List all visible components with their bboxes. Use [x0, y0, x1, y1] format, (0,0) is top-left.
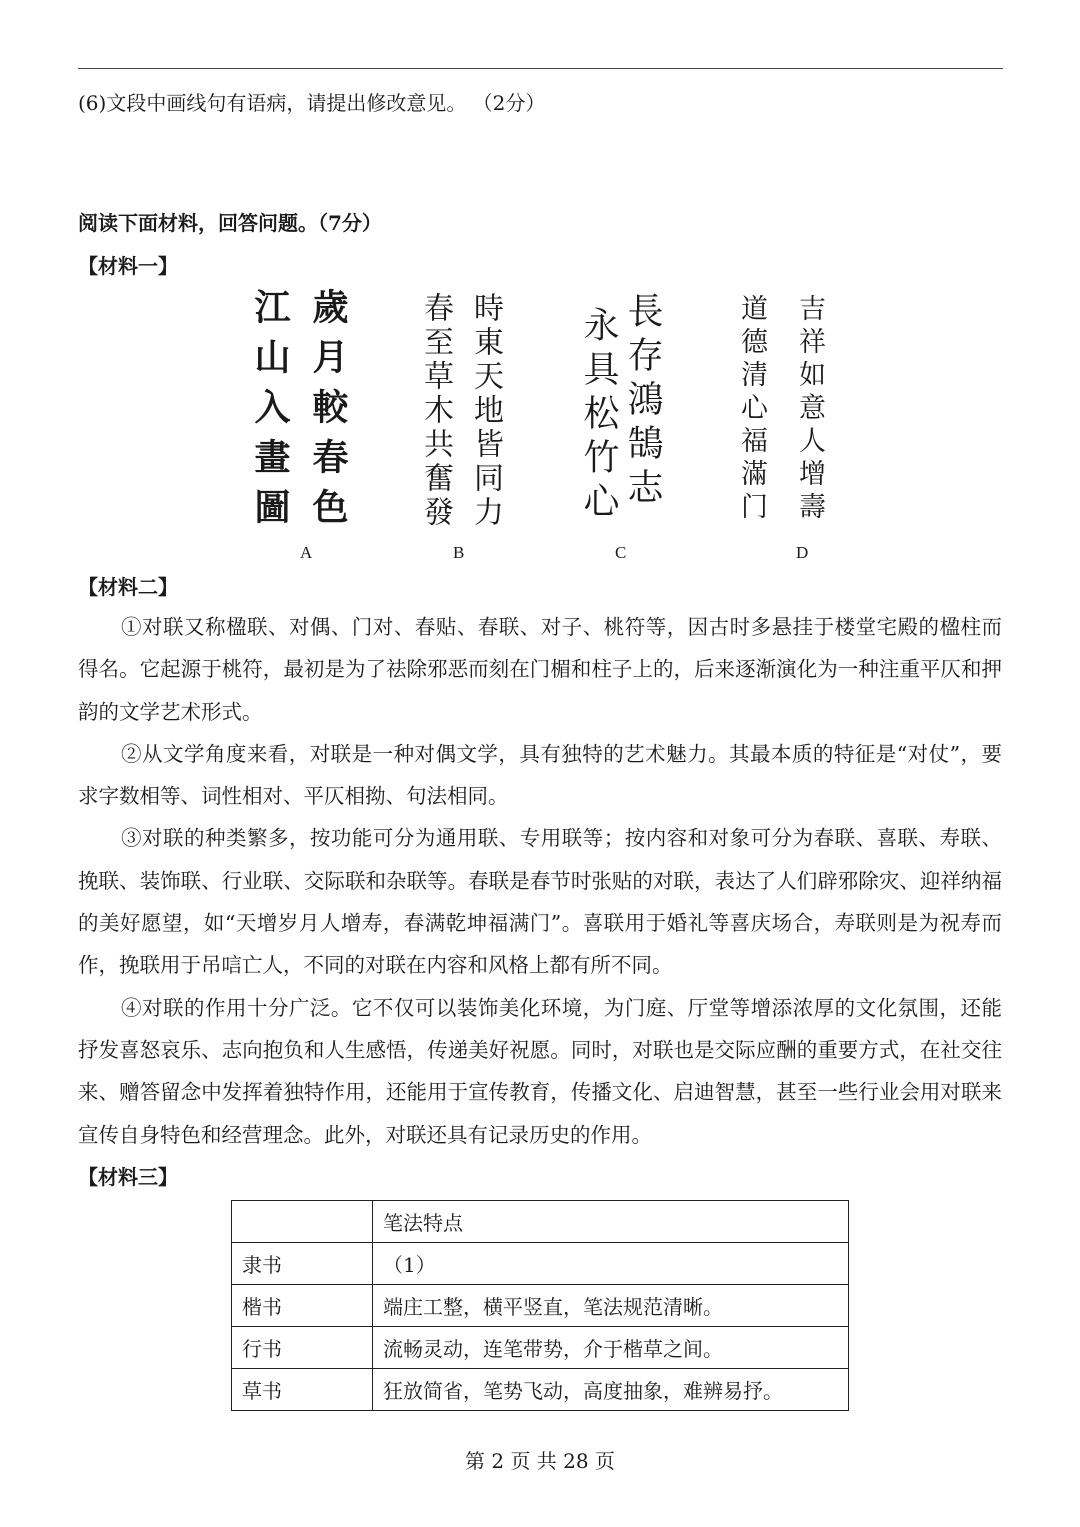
material-3-label: 【材料三】	[78, 1164, 178, 1189]
cell: 狂放简省，笔势飞动，高度抽象，难辨易抒。	[373, 1368, 849, 1410]
paragraph-4: ④对联的作用十分广泛。它不仅可以装饰美化环境，为门庭、厅堂等增添浓厚的文化氛围，还能抒发喜怒哀乐、志向抱负和人生感悟，传递美好祝愿。同时，对联也是交际应酬的重要方式，在社交往来、赠答留念中发挥着独特作用，还能用于宣传教育，传播文化、启迪智慧，甚至一些行业会用对联来宣传自身特色和经营理念。此外，对联还具有记录历史的作用。	[78, 995, 1002, 1147]
couplet-a-left: 江山入畫圖	[249, 288, 291, 538]
question-6: (6)文段中画线句有语病，请提出修改意见。 （2分）	[78, 91, 546, 115]
material-1-label: 【材料一】	[78, 254, 178, 278]
table-row	[232, 1368, 849, 1410]
page-footer: 第 2 页 共 28 页	[465, 1448, 615, 1473]
couplet-b-left: 春至草木共奮發	[418, 292, 453, 530]
body-flow	[78, 574, 1002, 1504]
label-b: B	[453, 543, 465, 562]
paragraph-2: ②从文学角度来看，对联是一种对偶文学，具有独特的艺术魅力。其最本质的特征是“对仗”，要求字数相等、词性相对、平仄相拗、句法相同。	[78, 741, 1002, 809]
couplet-a-right: 歲月較春色	[307, 288, 349, 538]
cell: 草书	[232, 1368, 373, 1410]
cell: 楷书	[232, 1284, 373, 1326]
cell: 隶书	[232, 1242, 373, 1284]
table-row	[232, 1242, 849, 1284]
calligraphy-style-table	[231, 1200, 849, 1411]
cell: 行书	[232, 1326, 373, 1368]
couplet-d-left: 道德清心福滿门	[736, 294, 767, 525]
header-cell: 笔法特点	[373, 1200, 849, 1242]
material-2-label: 【材料二】	[78, 575, 178, 599]
cell: 流畅灵动，连笔带势，介于楷草之间。	[373, 1326, 849, 1368]
paragraph-1: ①对联又称楹联、对偶、门对、春贴、春联、对子、桃符等，因古时多悬挂于楼堂宅殿的楹柱而得名。它起源于桃符，最初是为了祛除邪恶而刻在门楣和柱子上的，后来逐渐演化为一种注重平仄和押韵的文学艺术形式。	[78, 615, 1002, 724]
couplet-c-left: 永具松竹心	[578, 306, 619, 526]
couplet-c-right: 長存鴻鵠志	[622, 292, 663, 512]
table-row	[232, 1284, 849, 1326]
section-title: 阅读下面材料，回答问题。（7分）	[78, 211, 382, 235]
label-a: A	[300, 543, 313, 562]
cell: （1）	[373, 1242, 849, 1284]
header-rule	[78, 68, 1003, 69]
table-row	[232, 1326, 849, 1368]
header-cell	[232, 1200, 373, 1242]
couplet-d-right: 吉祥如意人增壽	[794, 294, 825, 525]
paragraph-3: ③对联的种类繁多，按功能可分为通用联、专用联等；按内容和对象可分为春联、喜联、寿联、挽联、装饰联、行业联、交际联和杂联等。春联是春节时张贴的对联，表达了人们辟邪除灾、迎祥纳福的美好愿望，如“天增岁月人增寿，春满乾坤福满门”。喜联用于婚礼等喜庆场合，寿联则是为祝寿而作，挽联用于吊唁亡人，不同的对联在内容和风格上都有所不同。	[78, 826, 1002, 978]
table-header-row	[232, 1200, 849, 1242]
couplet-b-right: 時東天地皆同力	[468, 292, 503, 530]
label-c: C	[615, 543, 627, 562]
label-d: D	[796, 543, 809, 562]
cell: 端庄工整，横平竖直，笔法规范清晰。	[373, 1284, 849, 1326]
